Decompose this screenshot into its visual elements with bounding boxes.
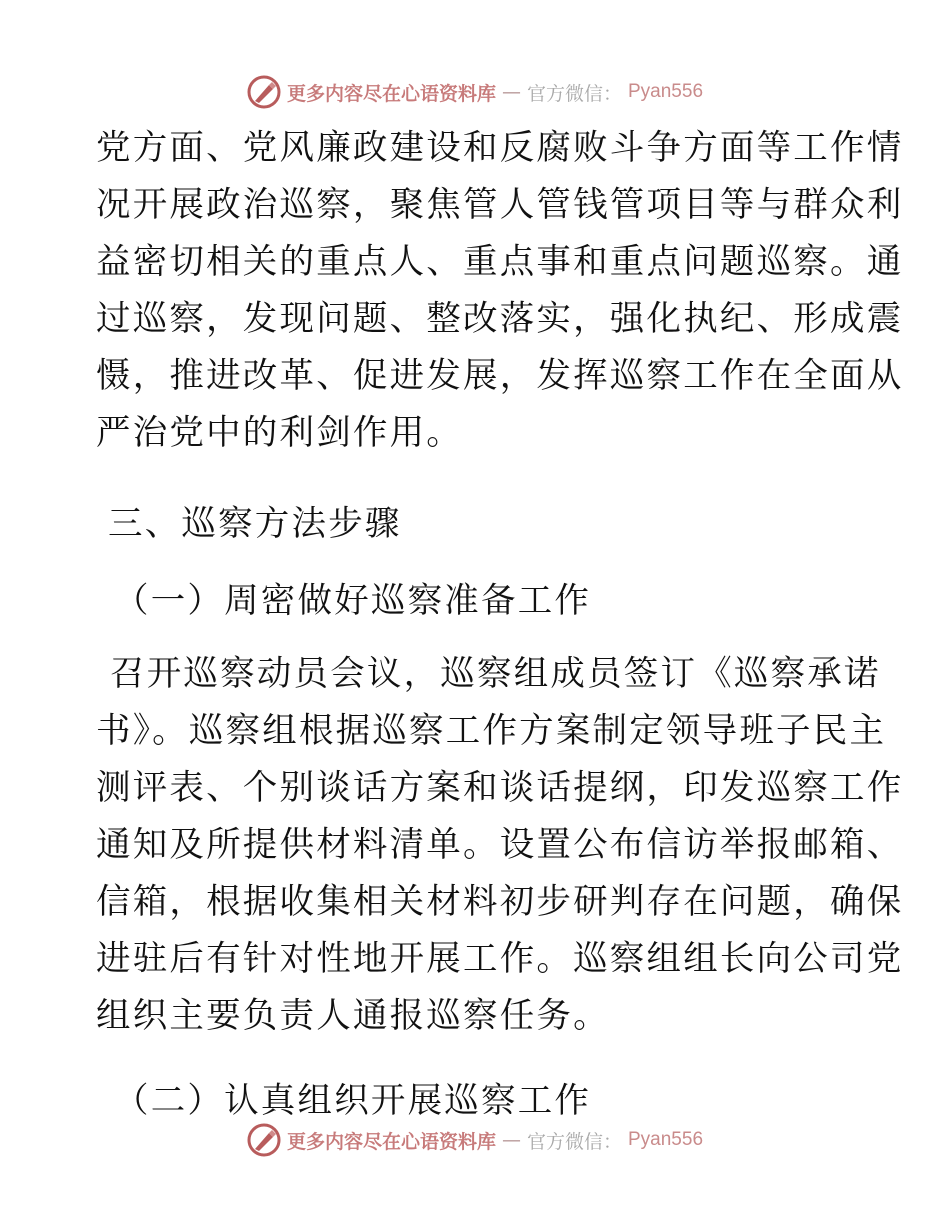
watermark-brand: 更多内容尽在心语资料库 [286, 82, 496, 105]
subsection-heading-preparation: （一）周密做好巡察准备工作 [114, 581, 592, 621]
paragraph-line: 组织主要负责人通报巡察任务。 [96, 996, 610, 1036]
subsection-heading-conduct: （二）认真组织开展巡察工作 [114, 1081, 592, 1121]
watermark-dash: — [501, 81, 521, 103]
paragraph-line: 书》。巡察组根据巡察工作方案制定领导班子民主 [96, 711, 887, 751]
paragraph-line: 严治党中的利剑作用。 [96, 413, 463, 453]
paragraph-line: 信箱，根据收集相关材料初步研判存在问题，确保 [96, 882, 904, 922]
paragraph-line: 益密切相关的重点人、重点事和重点问题巡察。通 [96, 242, 904, 282]
section-heading-methods: 三、巡察方法步骤 [108, 504, 402, 544]
paragraph-line: 进驻后有针对性地开展工作。巡察组组长向公司党 [96, 939, 904, 979]
footer-watermark [0, 1120, 950, 1160]
paragraph-line: 党方面、党风廉政建设和反腐败斗争方面等工作情 [96, 128, 904, 168]
watermark-dash: — [501, 1129, 521, 1151]
paragraph-line: 测评表、个别谈话方案和谈话提纲，印发巡察工作 [96, 768, 904, 808]
paragraph-line: 过巡察，发现问题、整改落实，强化执纪、形成震 [96, 299, 904, 339]
pen-logo-icon [247, 1123, 281, 1157]
pen-logo-icon [247, 75, 281, 109]
paragraph-inspection-scope [96, 120, 904, 462]
paragraph-preparation [96, 646, 904, 1045]
watermark-official-label: 官方微信： [526, 1130, 622, 1153]
paragraph-line: 况开展政治巡察，聚焦管人管钱管项目等与群众利 [96, 185, 904, 225]
watermark-wechat-id: Pyan556 [628, 1129, 704, 1150]
watermark-wechat-id: Pyan556 [628, 81, 704, 102]
watermark-brand: 更多内容尽在心语资料库 [286, 1130, 496, 1153]
watermark-official-label: 官方微信： [526, 82, 622, 105]
paragraph-line: 通知及所提供材料清单。设置公布信访举报邮箱、 [96, 825, 904, 865]
paragraph-line: 慑，推进改革、促进发展，发挥巡察工作在全面从 [96, 356, 904, 396]
paragraph-line: 召开巡察动员会议，巡察组成员签订《巡察承诺 [110, 654, 881, 694]
document-body [96, 120, 904, 1130]
header-watermark [0, 72, 950, 112]
